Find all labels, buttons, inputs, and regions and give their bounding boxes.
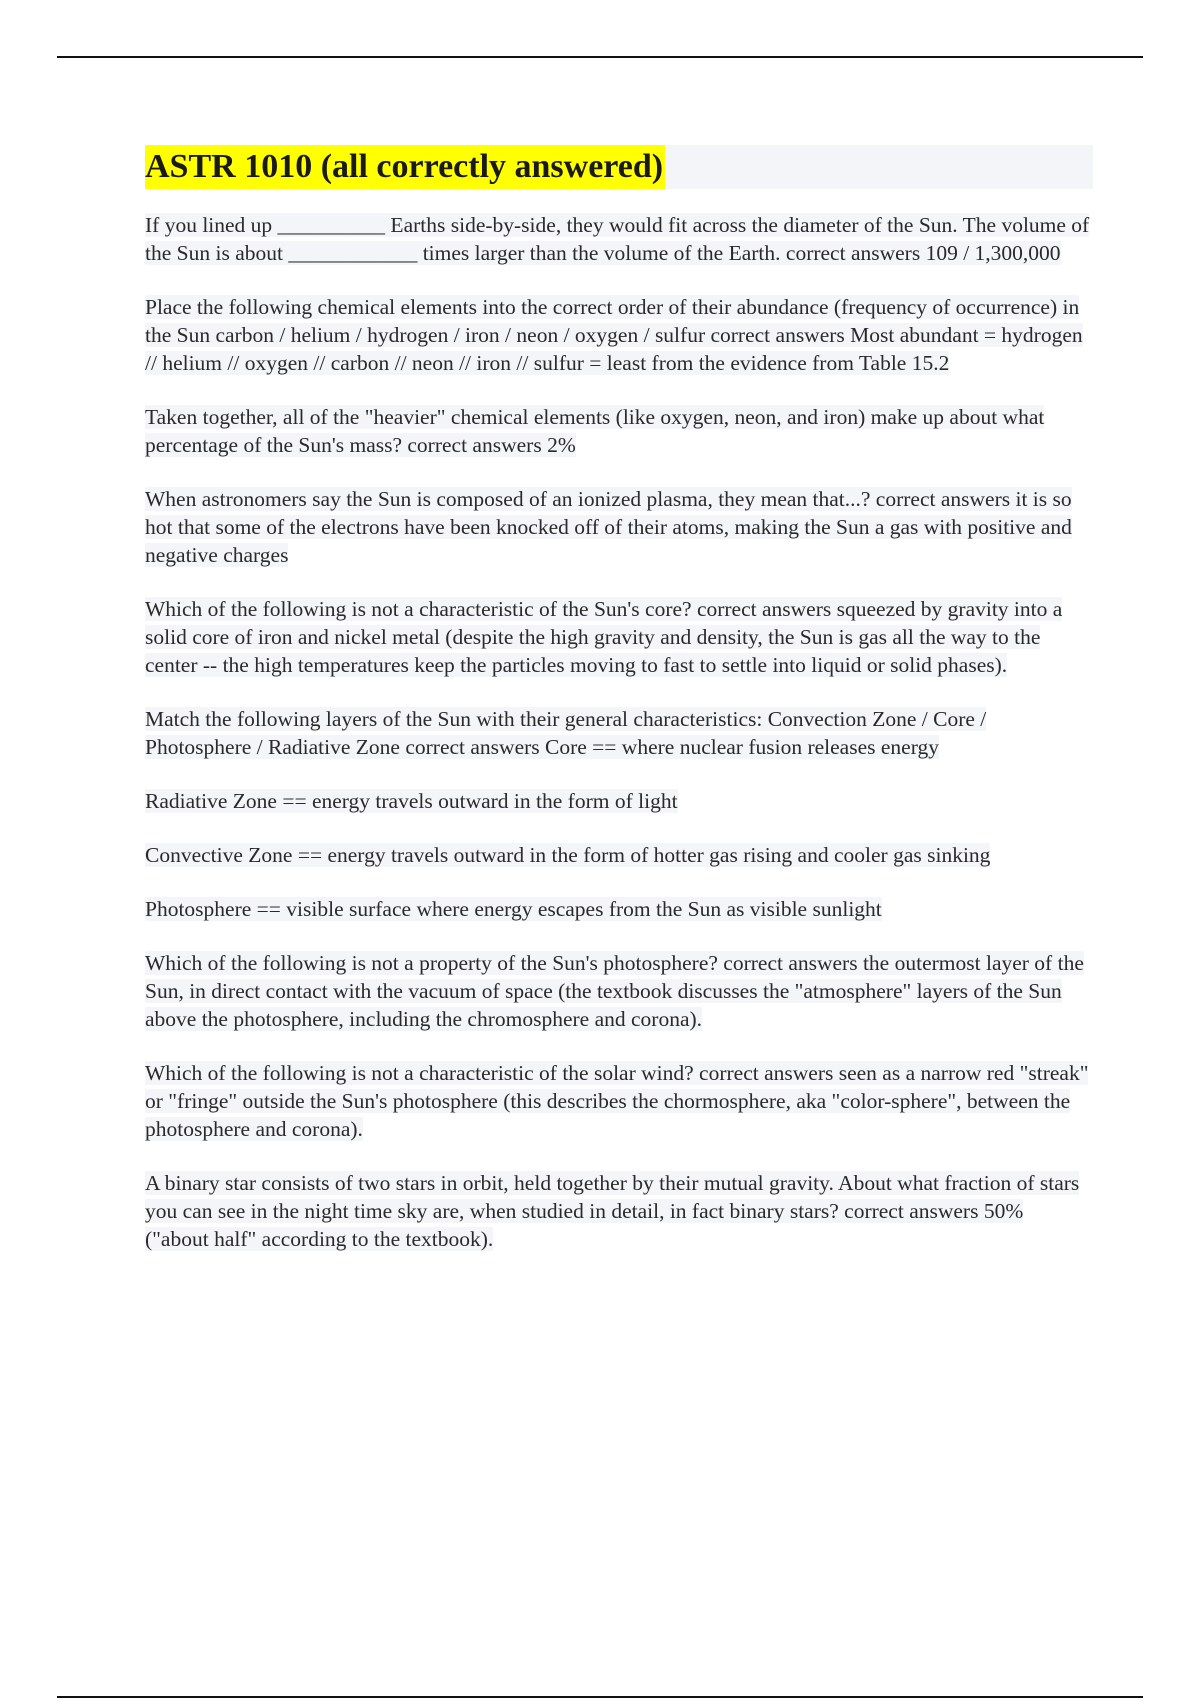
- header-rule: [57, 56, 1143, 58]
- qa-text: Radiative Zone == energy travels outward in the form of light: [145, 789, 678, 813]
- qa-text: If you lined up __________ Earths side-by-side, they would fit across the diameter of the Sun. The volume of the Sun is about ____________ times larger than the volume of the Earth. correct answers 109 / 1,300,000: [145, 213, 1090, 265]
- title-bar: [145, 145, 1093, 189]
- qa-paragraph: [145, 403, 1090, 459]
- qa-paragraph: [145, 841, 1090, 869]
- document-title: ASTR 1010 (all correctly answered): [145, 145, 665, 189]
- qa-text: Match the following layers of the Sun with their general characteristics: Convection Zone / Core / Photosphere / Radiative Zone correct answers Core == where nuclear fusion releases energy: [145, 707, 987, 759]
- qa-text: Photosphere == visible surface where energy escapes from the Sun as visible sunlight: [145, 897, 882, 921]
- qa-paragraph: [145, 293, 1090, 377]
- footer-rule: [57, 1696, 1143, 1698]
- qa-paragraph: [145, 705, 1090, 761]
- qa-text: Place the following chemical elements into the correct order of their abundance (frequency of occurrence) in the Sun carbon / helium / hydrogen / iron / neon / oxygen / sulfur correct answers Most abundant = hydrogen // helium // oxygen // carbon // neon // iron // sulfur = least from the evidence from Table 15.2: [145, 295, 1083, 375]
- qa-text: A binary star consists of two stars in orbit, held together by their mutual gravity. About what fraction of stars you can see in the night time sky are, when studied in detail, in fact binary stars? correct answers 50% ("about half" according to the textbook).: [145, 1171, 1080, 1251]
- qa-paragraph: [145, 1059, 1090, 1143]
- qa-paragraph: [145, 1169, 1090, 1253]
- qa-text: Which of the following is not a property of the Sun's photosphere? correct answers the outermost layer of the Sun, in direct contact with the vacuum of space (the textbook discusses the "atmosphere" layers of the Sun above the photosphere, including the chromosphere and corona).: [145, 951, 1084, 1031]
- qa-paragraph: [145, 595, 1090, 679]
- qa-paragraph: [145, 787, 1090, 815]
- qa-text: Which of the following is not a characteristic of the solar wind? correct answers seen as a narrow red "streak" or "fringe" outside the Sun's photosphere (this describes the chormosphere, aka "color-sphere", between the photosphere and corona).: [145, 1061, 1089, 1141]
- qa-text: Convective Zone == energy travels outward in the form of hotter gas rising and cooler gas sinking: [145, 843, 991, 867]
- qa-paragraph: [145, 895, 1090, 923]
- qa-text: When astronomers say the Sun is composed of an ionized plasma, they mean that...? correct answers it is so hot that some of the electrons have been knocked off of their atoms, making the Sun a gas with positive and negative charges: [145, 487, 1072, 567]
- qa-text: Which of the following is not a characteristic of the Sun's core? correct answers squeezed by gravity into a solid core of iron and nickel metal (despite the high gravity and density, the Sun is gas all the way to the center -- the high temperatures keep the particles moving to fast to settle into liquid or solid phases).: [145, 597, 1063, 677]
- qa-list: [145, 211, 1090, 1253]
- qa-text: Taken together, all of the "heavier" chemical elements (like oxygen, neon, and iron) make up about what percentage of the Sun's mass? correct answers 2%: [145, 405, 1045, 457]
- qa-paragraph: [145, 211, 1090, 267]
- qa-paragraph: [145, 949, 1090, 1033]
- qa-paragraph: [145, 485, 1090, 569]
- document-body: [145, 145, 1090, 1279]
